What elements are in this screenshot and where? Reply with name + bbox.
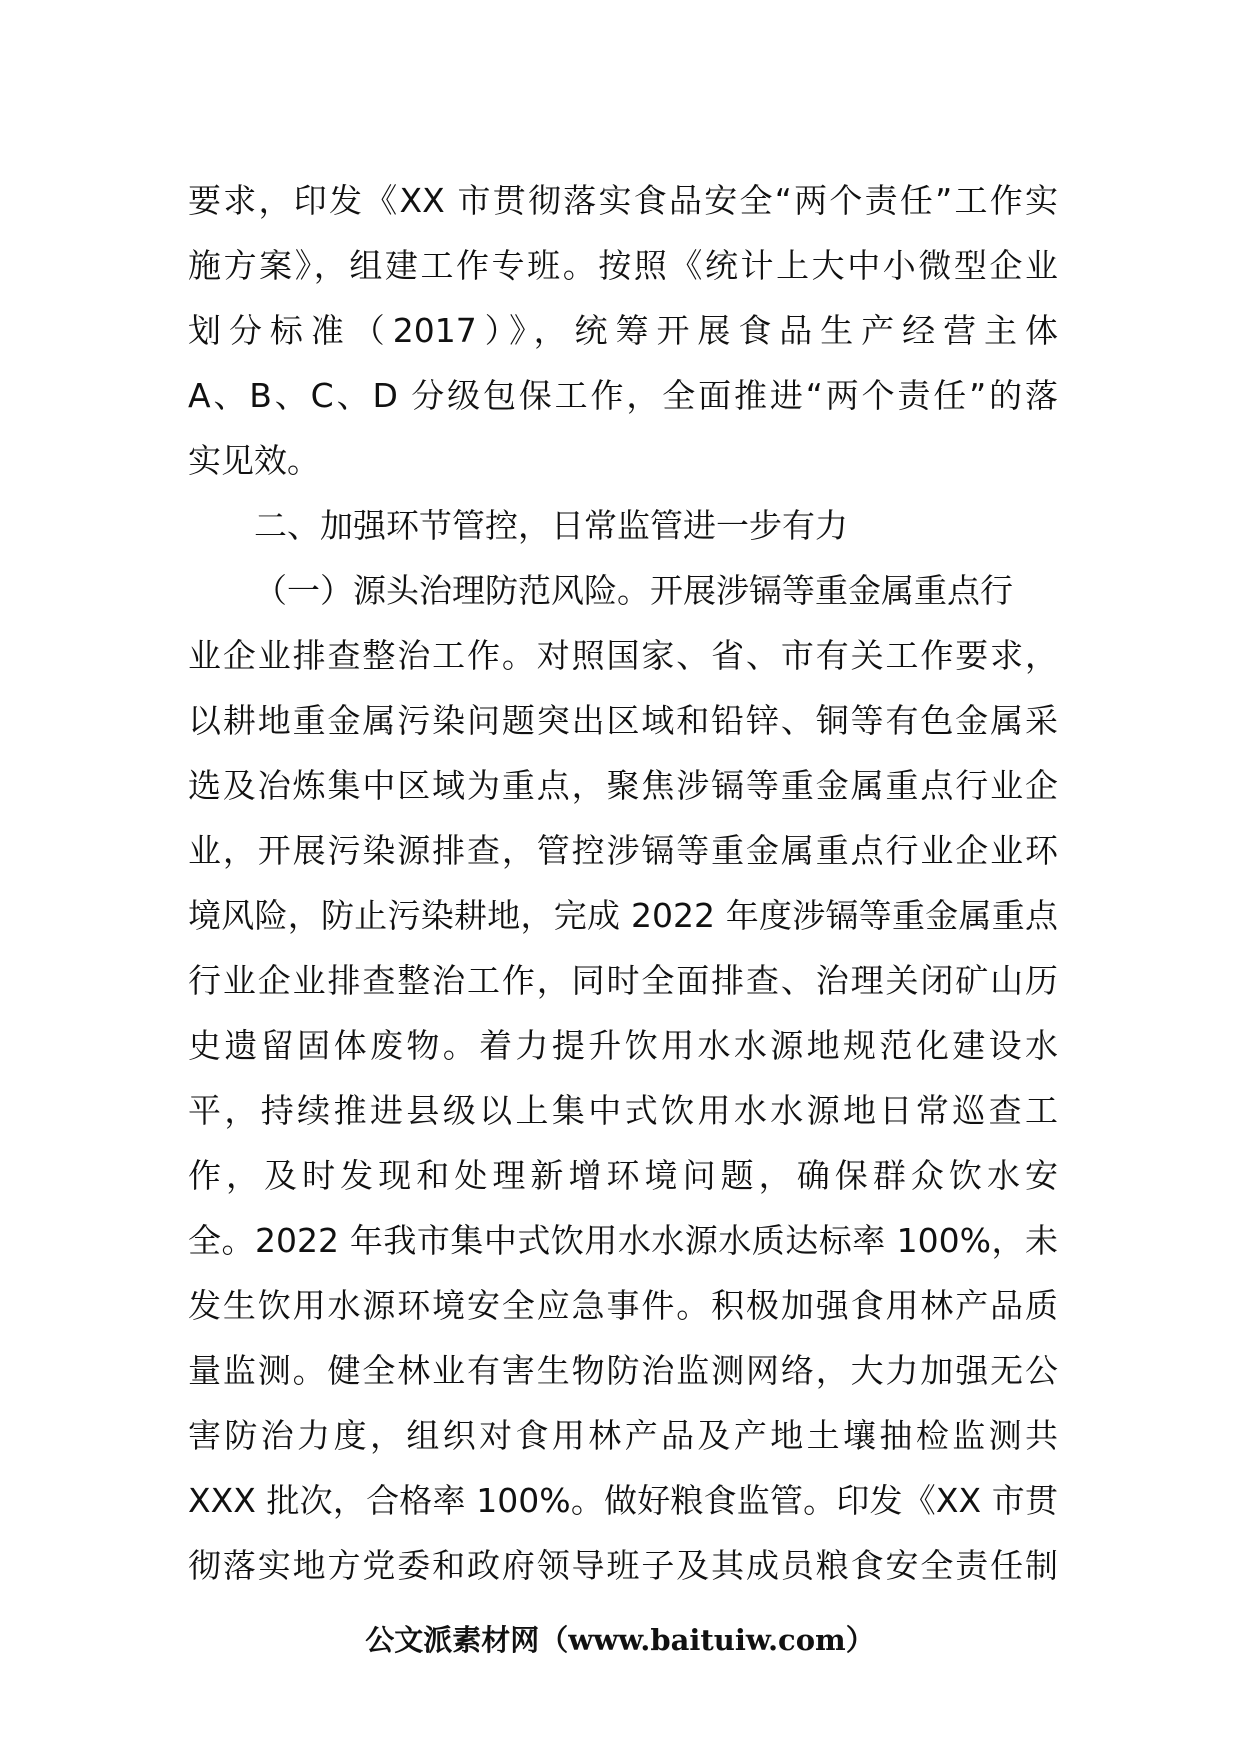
text-line: 施方案》，组建工作专班。按照《统计上大中小微型企业	[188, 246, 1058, 285]
text-line: A、B、C、D 分级包保工作，全面推进“两个责任”的落	[188, 376, 1058, 415]
text-line: 划分标准（2017）》，统筹开展食品生产经营主体	[188, 311, 1058, 350]
section-heading: 二、加强环节管控，日常监管进一步有力	[254, 506, 848, 545]
text-line: 业企业排查整治工作。对照国家、省、市有关工作要求，	[188, 636, 1058, 675]
text-line: 以耕地重金属污染问题突出区域和铅锌、铜等有色金属采	[188, 701, 1058, 740]
text-line: 彻落实地方党委和政府领导班子及其成员粮食安全责任制	[188, 1546, 1058, 1585]
text-line: 发生饮用水源环境安全应急事件。积极加强食用林产品质	[188, 1286, 1058, 1325]
footer-watermark: 公文派素材网（www.baituiw.com）	[365, 1623, 875, 1657]
text-line: 全。2022 年我市集中式饮用水水源水质达标率 100%，未	[188, 1221, 1058, 1260]
text-line: 行业企业排查整治工作，同时全面排查、治理关闭矿山历	[188, 961, 1058, 1000]
text-line: 量监测。健全林业有害生物防治监测网络，大力加强无公	[188, 1351, 1058, 1390]
text-line: 业，开展污染源排查，管控涉镉等重金属重点行业企业环	[188, 831, 1058, 870]
text-line: XXX 批次，合格率 100%。做好粮食监管。印发《XX 市贯	[188, 1481, 1058, 1520]
text-line: 作，及时发现和处理新增环境问题，确保群众饮水安	[188, 1156, 1058, 1195]
text-line: 要求，印发《XX 市贯彻落实食品安全“两个责任”工作实	[188, 181, 1058, 220]
text-line: 害防治力度，组织对食用林产品及产地土壤抽检监测共	[188, 1416, 1058, 1455]
text-line: 平，持续推进县级以上集中式饮用水水源地日常巡查工	[188, 1091, 1058, 1130]
text-line: 境风险，防止污染耕地，完成 2022 年度涉镉等重金属重点	[188, 896, 1058, 935]
subsection-heading: （一）源头治理防范风险。开展涉镉等重金属重点行	[254, 571, 1013, 610]
text-line: 史遗留固体废物。着力提升饮用水水源地规范化建设水	[188, 1026, 1058, 1065]
document-body	[188, 168, 1058, 1598]
text-line: 实见效。	[188, 441, 320, 480]
text-line: 选及冶炼集中区域为重点，聚焦涉镉等重金属重点行业企	[188, 766, 1058, 805]
